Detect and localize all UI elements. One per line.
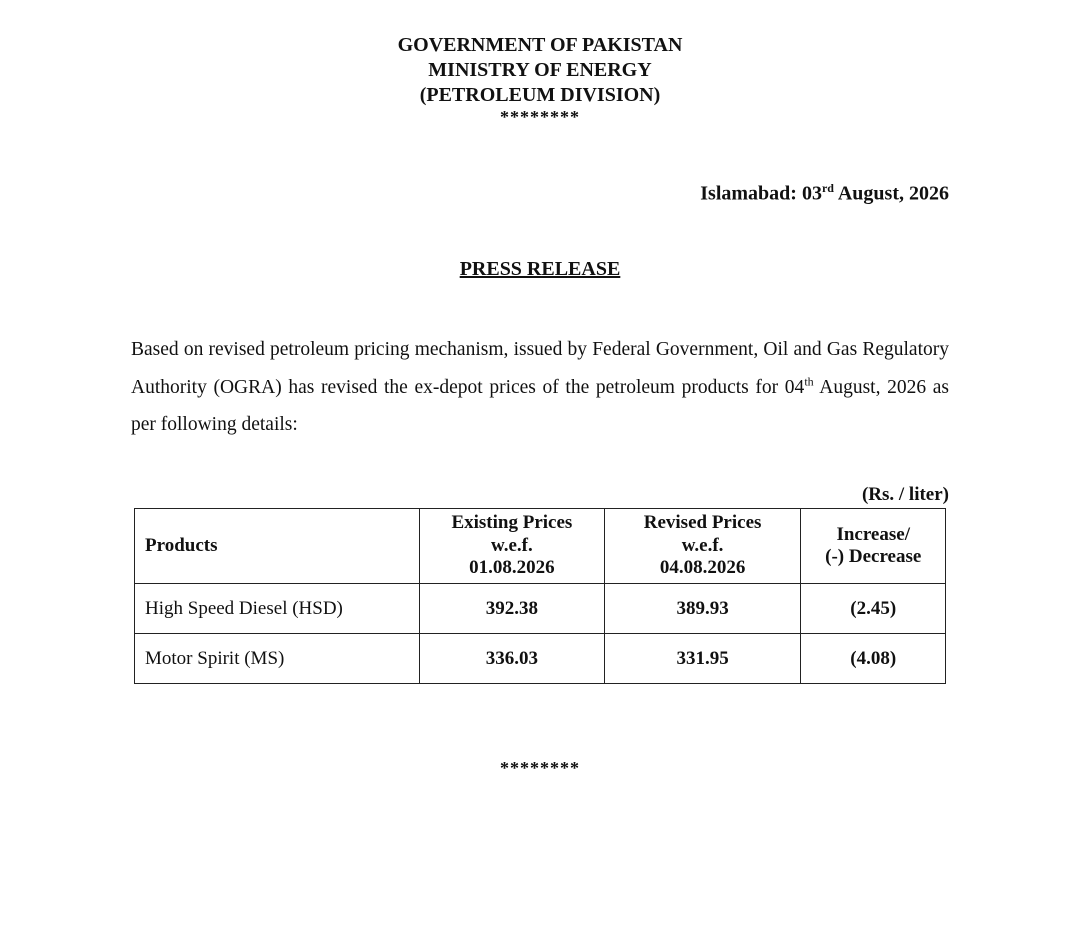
header-revised-line1: Revised Prices xyxy=(643,512,762,534)
press-release-title: PRESS RELEASE xyxy=(459,258,621,280)
header-separator: ******** xyxy=(500,107,580,127)
division-heading: (PETROLEUM DIVISION) xyxy=(419,84,661,106)
existing-price: 336.03 xyxy=(420,634,605,684)
header-revised-line2: w.e.f. xyxy=(681,534,724,556)
dateline-ordinal: rd xyxy=(821,181,834,195)
header-revised-prices xyxy=(604,509,801,584)
header-change-line2: (-) Decrease xyxy=(825,546,922,567)
dateline xyxy=(700,181,949,206)
body-ordinal: th xyxy=(804,374,814,388)
header-existing-date: 01.08.2026 xyxy=(469,557,555,579)
ministry-heading: MINISTRY OF ENERGY xyxy=(428,59,652,81)
price-change: (2.45) xyxy=(801,584,946,634)
revised-price: 331.95 xyxy=(604,634,801,684)
price-table xyxy=(134,508,946,684)
body-text-part1: Based on revised petroleum pricing mechanism, issued by Federal Government, Oil and Gas Regulatory Authority (OGRA) has revised the ex-depot prices of the petroleum products for 04 xyxy=(131,339,949,398)
header-change xyxy=(801,509,946,584)
government-heading: GOVERNMENT OF PAKISTAN xyxy=(397,34,683,56)
table-row xyxy=(135,584,946,634)
dateline-month-year: August, 2026 xyxy=(833,182,949,205)
header-existing-line2: w.e.f. xyxy=(491,534,533,556)
header-existing-prices xyxy=(420,509,605,584)
price-table-header-row xyxy=(135,509,946,584)
letterhead xyxy=(0,33,1080,126)
footer-separator: ******** xyxy=(500,758,580,778)
body-text-part2: August, 2026 as per following details: xyxy=(131,376,949,435)
header-existing-line1: Existing Prices xyxy=(451,512,573,534)
header-revised-date: 04.08.2026 xyxy=(659,557,746,579)
existing-price: 392.38 xyxy=(420,584,605,634)
press-release-body xyxy=(131,331,949,444)
dateline-prefix: Islamabad: 03 xyxy=(700,182,822,205)
table-row xyxy=(135,634,946,684)
product-name: Motor Spirit (MS) xyxy=(135,634,420,684)
price-unit-label: (Rs. / liter) xyxy=(861,484,949,505)
price-change: (4.08) xyxy=(801,634,946,684)
header-products: Products xyxy=(135,509,420,584)
product-name: High Speed Diesel (HSD) xyxy=(135,584,420,634)
revised-price: 389.93 xyxy=(604,584,801,634)
header-change-line1: Increase/ xyxy=(836,523,910,545)
